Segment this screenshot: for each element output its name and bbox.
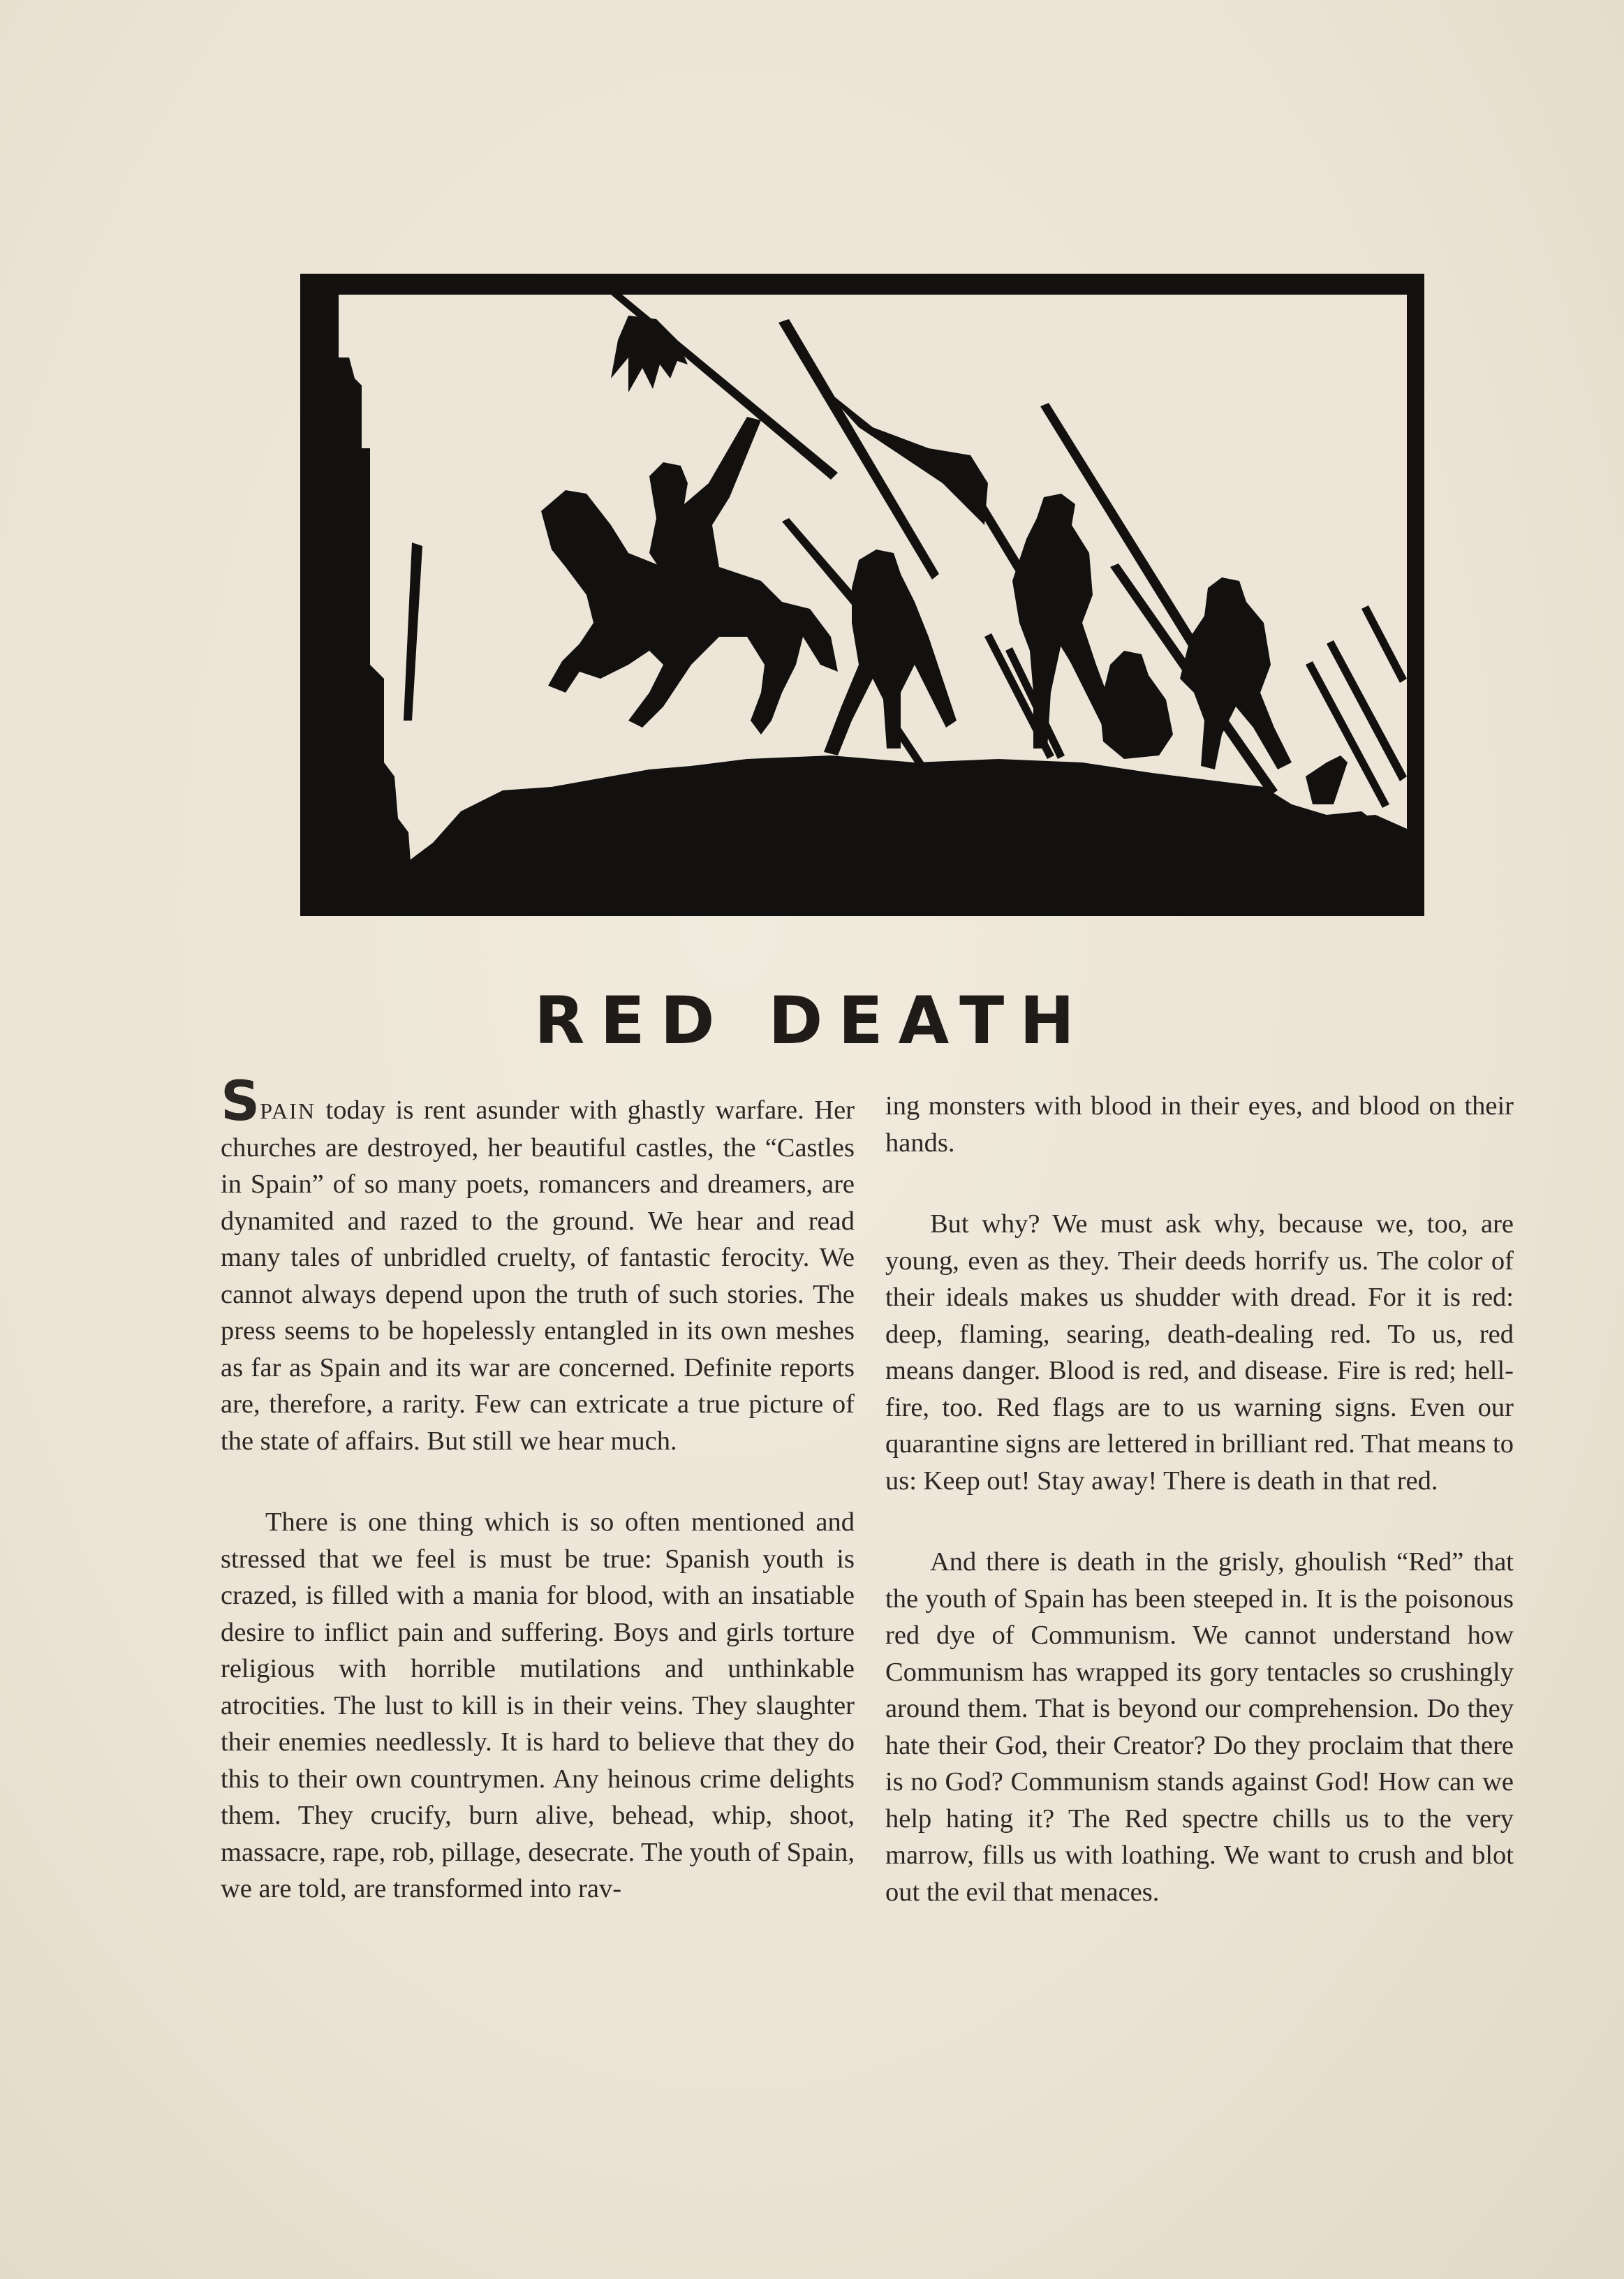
paragraph-3: But why? We must ask why, because we, too, are young, even as they. Their deeds horrify us. The color of their ideals makes us shudder with dread. For it is red: deep, flaming, searing, death-dealing red. To us, red means danger. Blood is red, and disease. Fire is red; hell-fire, too. Red flags are to us warning signs. Even our quarantine signs are lettered in brilliant red. That means to us: Keep out! Stay away! There is death in that red. xyxy=(885,1209,1514,1496)
paragraph-2-continued: ing monsters with blood in their eyes, and blood on their hands. xyxy=(885,1091,1514,1158)
article-title: RED DEATH xyxy=(534,983,1090,1059)
paragraph-1-text: today is rent asunder with ghastly warfare. Her churches are destroyed, her beautiful castles, the “Castles in Spain” of so many poets, romancers and dreamers, are dynamited and razed to the ground. We hear and read many tales of unbridled cruelty, of fantastic ferocity. We cannot always depend upon the truth of such stories. The press seems to be hopelessly entangled in its own meshes as far as Spain and its war are concerned. Definite reports are, therefore, a rarity. Few can extricate a true picture of the state of affairs. But still we hear much. xyxy=(221,1096,855,1456)
drop-cap: S xyxy=(221,1070,260,1133)
paragraph-1 xyxy=(221,1070,855,1459)
battle-silhouette-illustration xyxy=(300,274,1424,916)
silhouette-artwork xyxy=(300,274,1424,916)
paragraph-4: And there is death in the grisly, ghoulish “Red” that the youth of Spain has been steeped in. It is the poisonous red dye of Communism. We cannot understand how Communism has wrapped its gory tentacles so crushingly around them. That is beyond our comprehension. Do they hate their God, their Creator? Do they proclaim that there is no God? Communism stands against God! How can we help hating it? The Red spectre chills us to the very marrow, fills us with loathing. We want to crush and blot out the evil that menaces. xyxy=(885,1547,1514,1907)
lead-word: PAIN xyxy=(260,1098,316,1123)
text-column-left xyxy=(221,1070,855,1908)
paragraph-2: There is one thing which is so often mentioned and stressed that we feel is must be true: Spanish youth is crazed, is filled with a mania for blood, with an insatiable desire to inflict pain and suffering. Boys and girls torture religious with horrible mutilations and unthinkable atrocities. The lust to kill is in their veins. They slaughter their enemies needlessly. It is hard to believe that they do this to their own countrymen. Any heinous crime delights them. They crucify, burn alive, behead, whip, shoot, massacre, rape, rob, pillage, desecrate. The youth of Spain, we are told, are transformed into rav- xyxy=(221,1507,855,1903)
text-column-right xyxy=(885,1088,1514,1910)
